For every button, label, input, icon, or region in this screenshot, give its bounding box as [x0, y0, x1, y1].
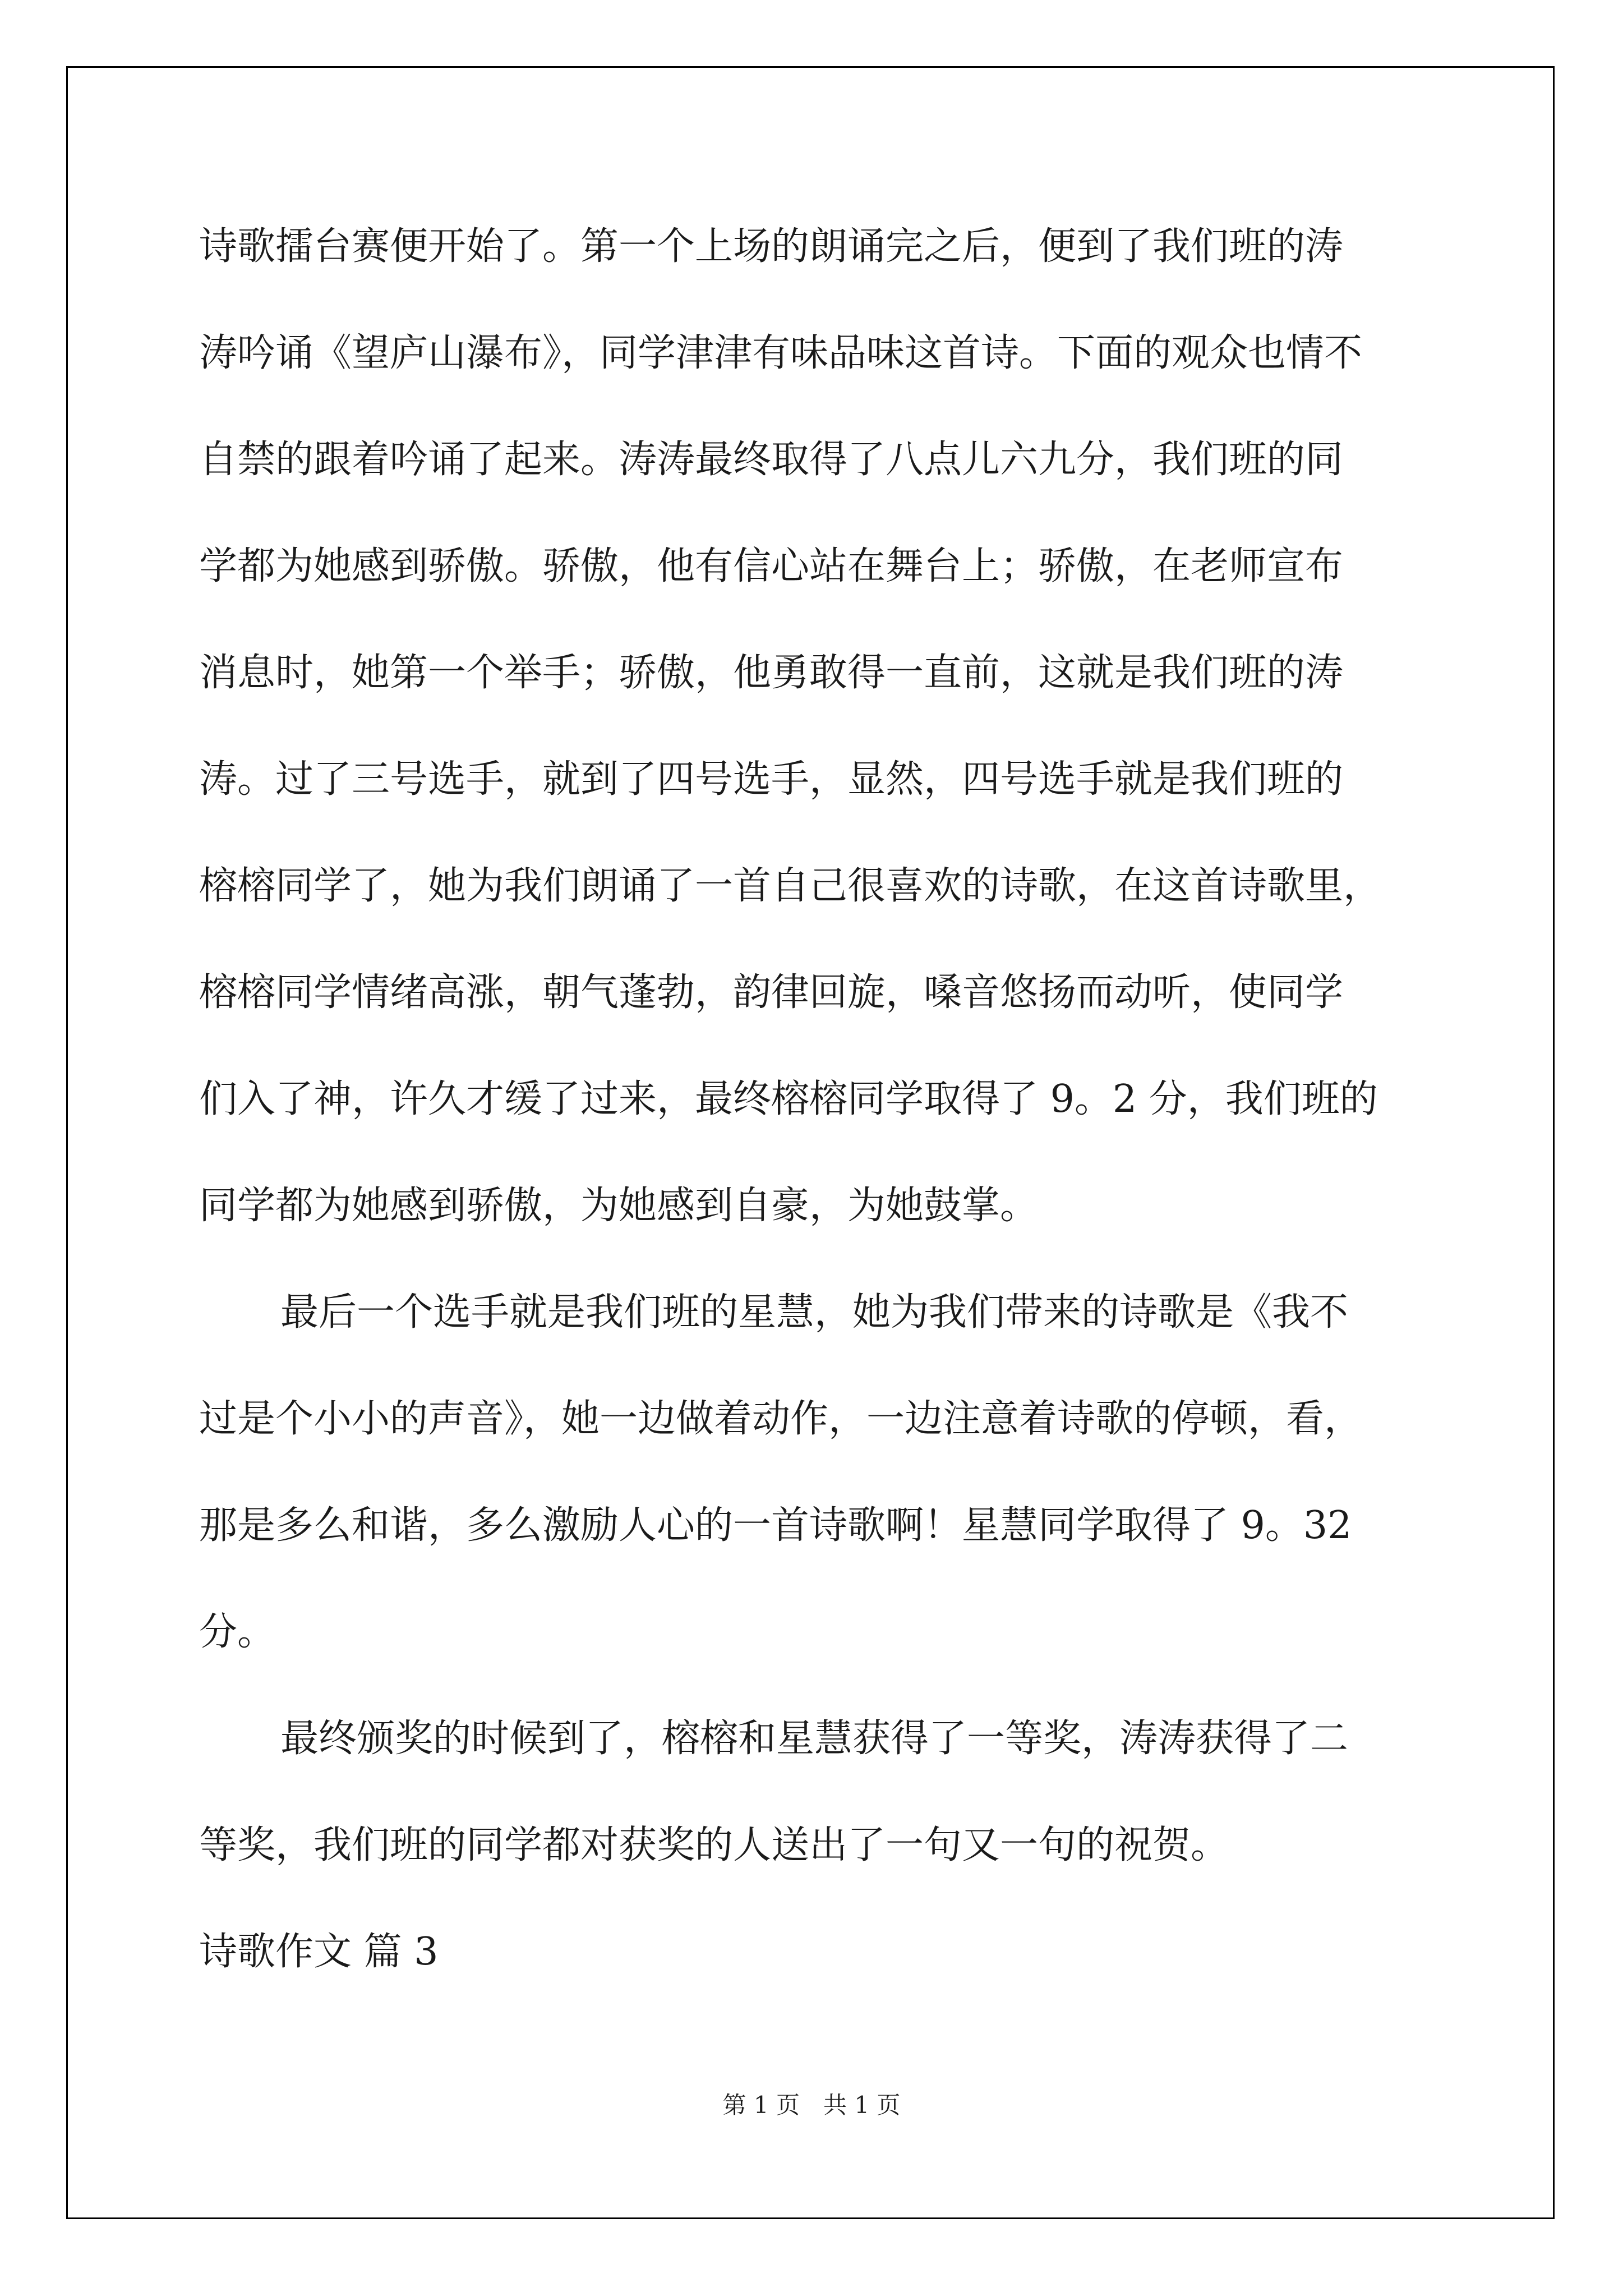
document-body: [199, 216, 1483, 2028]
text-line: 涛吟诵《望庐山瀑布》，同学津津有味品味这首诗。下面的观众也情不: [199, 331, 1363, 375]
text-line: 自禁的跟着吟诵了起来。涛涛最终取得了八点儿六九分，我们班的同: [199, 438, 1344, 482]
text-line: 涛。过了三号选手，就到了四号选手，显然，四号选手就是我们班的: [199, 757, 1344, 802]
text-line: 学都为她感到骄傲。骄傲，他有信心站在舞台上；骄傲，在老师宣布: [199, 544, 1344, 588]
section-heading: 诗歌作文 篇 3: [199, 1930, 439, 1974]
page-footer: 第 1 页 共 1 页: [722, 2091, 901, 2119]
text-line: 们入了神，许久才缓了过来，最终榕榕同学取得了 9。2 分，我们班的: [199, 1077, 1378, 1121]
text-line: 同学都为她感到骄傲，为她感到自豪，为她鼓掌。: [199, 1184, 1039, 1228]
text-line: 诗歌擂台赛便开始了。第一个上场的朗诵完之后，便到了我们班的涛: [199, 224, 1344, 269]
text-line: 榕榕同学情绪高涨，朝气蓬勃，韵律回旋，嗓音悠扬而动听，使同学: [199, 970, 1344, 1015]
text-line: 那是多么和谐，多么激励人心的一首诗歌啊！星慧同学取得了 9。32: [199, 1503, 1352, 1548]
text-line: 分。: [199, 1610, 276, 1654]
paragraph-start-line: 最后一个选手就是我们班的星慧，她为我们带来的诗歌是《我不: [280, 1290, 1349, 1335]
paragraph-start-line: 最终颁奖的时候到了，榕榕和星慧获得了一等奖，涛涛获得了二: [280, 1717, 1349, 1761]
text-line: 消息时，她第一个举手；骄傲，他勇敢得一直前，这就是我们班的涛: [199, 651, 1344, 695]
text-line: 过是个小小的声音》，她一边做着动作，一边注意着诗歌的停顿，看，: [199, 1397, 1363, 1441]
text-line: 等奖，我们班的同学都对获奖的人送出了一句又一句的祝贺。: [199, 1823, 1229, 1867]
text-line: 榕榕同学了，她为我们朗诵了一首自己很喜欢的诗歌，在这首诗歌里，: [199, 864, 1382, 908]
